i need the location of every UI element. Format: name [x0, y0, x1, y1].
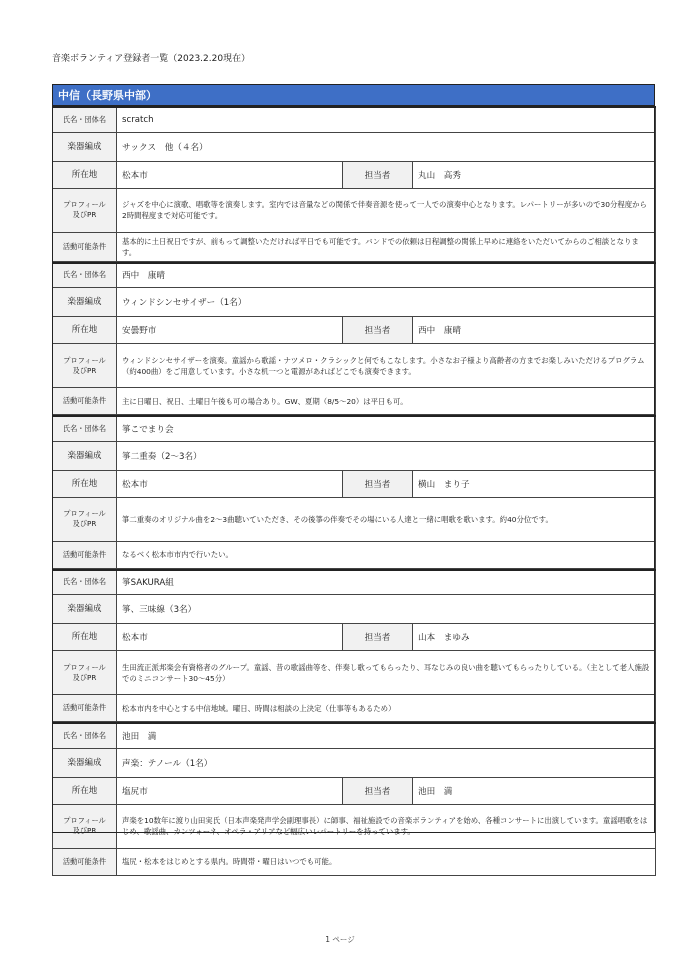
location-label: 所在地	[53, 317, 117, 344]
entry-profile: ジャズを中心に演歌、唱歌等を演奏します。室内では音量などの関係で伴奏音源を使って一人での演奏中心となります。レパートリーが多いので30分程度から2時間程度まで対応可能です。	[117, 188, 656, 232]
name-label: 氏名・団体名	[53, 263, 117, 288]
entry-name: 箏SAKURA組	[117, 570, 656, 595]
entry-conditions: 主に日曜日、祝日、土曜日午後も可の場合あり。GW、夏期（8/5～20）は平日も可。	[117, 388, 656, 415]
entry-contact: 山本 まゆみ	[413, 624, 656, 651]
entry-instruments: 箏、三味線（3名）	[117, 595, 656, 624]
conditions-label: 活動可能条件	[53, 848, 117, 875]
contact-label: 担当者	[343, 624, 413, 651]
registry-sheet	[52, 84, 655, 876]
location-label: 所在地	[53, 777, 117, 804]
region-header: 中信（長野県中部）	[52, 84, 655, 106]
entry-instruments: ウィンドシンセサイザー（1名）	[117, 288, 656, 317]
profile-label: プロフィール 及びPR	[53, 188, 117, 232]
entry-contact: 池田 満	[413, 777, 656, 804]
location-label: 所在地	[53, 161, 117, 188]
entry-name: 池田 満	[117, 723, 656, 748]
conditions-label: 活動可能条件	[53, 388, 117, 415]
entry-location: 松本市	[117, 161, 343, 188]
entry-instruments: サックス 他（４名）	[117, 132, 656, 161]
volunteer-entry	[52, 569, 656, 723]
contact-label: 担当者	[343, 161, 413, 188]
volunteer-entry	[52, 722, 656, 876]
document-title: 音楽ボランティア登録者一覧（2023.2.20現在）	[52, 54, 251, 64]
volunteer-entry	[52, 415, 656, 569]
entry-instruments: 声楽：テノール（1名）	[117, 748, 656, 777]
instruments-label: 楽器編成	[53, 595, 117, 624]
instruments-label: 楽器編成	[53, 132, 117, 161]
entry-name: 箏こでまり会	[117, 416, 656, 441]
entry-name: 西中 康晴	[117, 263, 656, 288]
profile-label: プロフィール 及びPR	[53, 344, 117, 388]
entry-location: 安曇野市	[117, 317, 343, 344]
name-label: 氏名・団体名	[53, 723, 117, 748]
instruments-label: 楽器編成	[53, 288, 117, 317]
entry-name: scratch	[117, 107, 656, 132]
entry-conditions: 松本市内を中心とする中信地域。曜日、時間は相談の上決定（仕事等もあるため）	[117, 695, 656, 722]
instruments-label: 楽器編成	[53, 441, 117, 470]
entry-profile: 生田流正派邦楽会有資格者のグループ。童謡、昔の歌謡曲等を、伴奏し歌ってもらったり、耳なじみの良い曲を聴いてもらったりしている。（主として老人施設でのミニコンサート30～45分）	[117, 651, 656, 695]
instruments-label: 楽器編成	[53, 748, 117, 777]
location-label: 所在地	[53, 470, 117, 497]
contact-label: 担当者	[343, 470, 413, 497]
contact-label: 担当者	[343, 777, 413, 804]
location-label: 所在地	[53, 624, 117, 651]
name-label: 氏名・団体名	[53, 107, 117, 132]
volunteer-entry	[52, 262, 656, 416]
conditions-label: 活動可能条件	[53, 695, 117, 722]
contact-label: 担当者	[343, 317, 413, 344]
profile-label: プロフィール 及びPR	[53, 651, 117, 695]
entry-conditions: 基本的に土日祝日ですが、前もって調整いただければ平日でも可能です。バンドでの依頼は日程調整の関係上早めに連絡をいただいてからのご相談となります。	[117, 232, 656, 261]
volunteer-entry	[52, 106, 656, 262]
entry-location: 松本市	[117, 470, 343, 497]
entry-location: 塩尻市	[117, 777, 343, 804]
entry-contact: 丸山 高秀	[413, 161, 656, 188]
entry-profile: 箏二重奏のオリジナル曲を2～3曲聴いていただき、その後箏の伴奏でその場にいる人達と一緒に唱歌を歌います。約40分位です。	[117, 497, 656, 541]
conditions-label: 活動可能条件	[53, 232, 117, 261]
entry-location: 松本市	[117, 624, 343, 651]
entry-contact: 横山 まり子	[413, 470, 656, 497]
entry-conditions: なるべく松本市市内で行いたい。	[117, 541, 656, 568]
entries-container	[52, 106, 655, 876]
entry-contact: 西中 康晴	[413, 317, 656, 344]
name-label: 氏名・団体名	[53, 416, 117, 441]
name-label: 氏名・団体名	[53, 570, 117, 595]
entry-conditions: 塩尻・松本をはじめとする県内。時間帯・曜日はいつでも可能。	[117, 848, 656, 875]
conditions-label: 活動可能条件	[53, 541, 117, 568]
profile-label: プロフィール 及びPR	[53, 804, 117, 848]
entry-profile: 声楽を10数年に渡り山田実氏（日本声楽発声学会副理事長）に師事、福祉施設での音楽ボランティアを始め、各種コンサートに出演しています。童謡唱歌をはじめ、歌謡曲、カンツォーネ、オペラ・アリアなど幅広いレパートリーを持っています。	[117, 804, 656, 848]
entry-instruments: 箏二重奏（2～3名）	[117, 441, 656, 470]
profile-label: プロフィール 及びPR	[53, 497, 117, 541]
page-number: 1 ページ	[325, 935, 355, 944]
entry-profile: ウィンドシンセサイザーを演奏。童謡から歌謡・ナツメロ・クラシックと何でもこなします。小さなお子様より高齢者の方までお楽しみいただけるプログラム（約400曲）をご用意しています。小さな机一つと電源があればどこでも演奏できます。	[117, 344, 656, 388]
